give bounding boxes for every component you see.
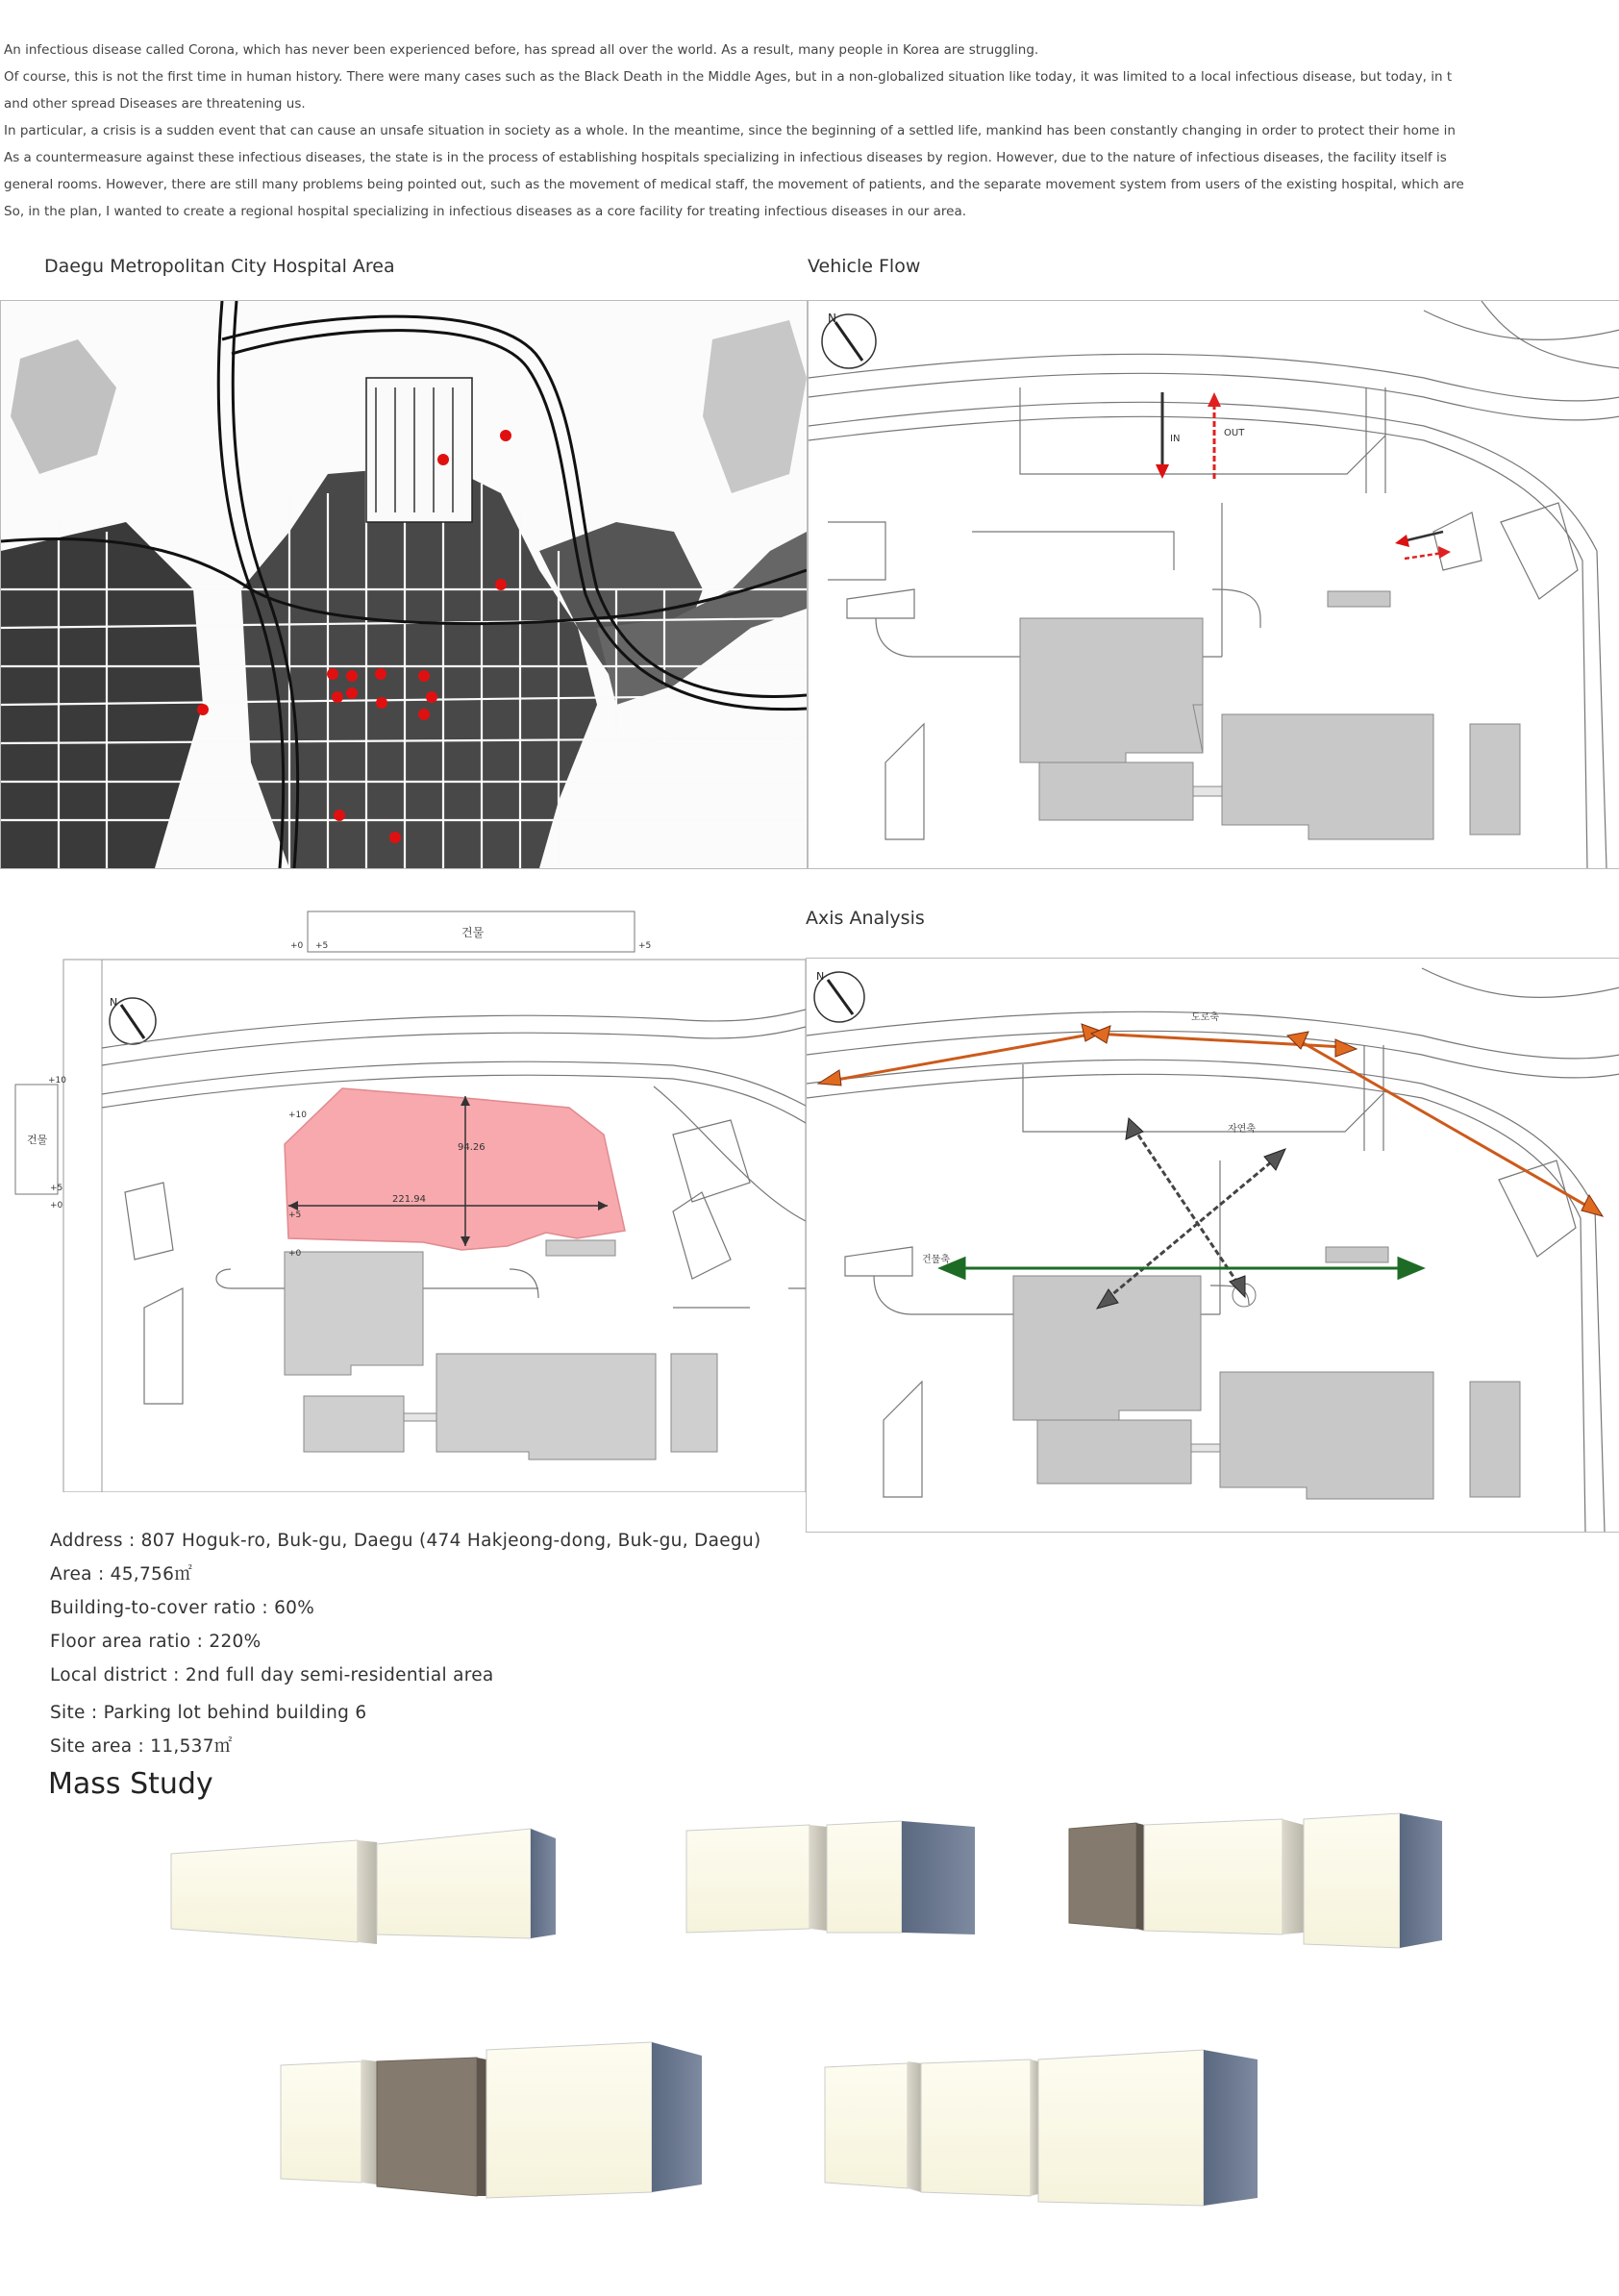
city-hospital-map <box>0 300 808 869</box>
mass-model-5 <box>825 2050 1258 2206</box>
top-building-box <box>290 911 651 952</box>
mass-model-4 <box>281 2042 702 2198</box>
campus-block <box>366 378 472 522</box>
intro-line: Of course, this is not the first time in human history. There were many cases such as the Black Death in the Middle Ages, but in a non-globalized situation like today, it was limited to a local infectious disease, but today, in t <box>4 69 1453 85</box>
level-label: +5 <box>315 941 329 951</box>
mass-model-2 <box>686 1821 975 1934</box>
level-label: +0 <box>288 1249 302 1259</box>
axis-analysis-caption: Axis Analysis <box>806 908 925 929</box>
site-info <box>50 1524 761 1763</box>
left-building-label: 건물 <box>27 1134 48 1146</box>
level-label: +0 <box>290 941 304 951</box>
site-line: Site : Parking lot behind building 6 <box>50 1703 367 1723</box>
floor-area-line: Floor area ratio : 220% <box>50 1632 262 1652</box>
site-area <box>285 1088 625 1259</box>
intro-line: In particular, a crisis is a sudden event that can cause an unsafe situation in society as a whole. In the meantime, since the beginning of a settled life, mankind has been constantly changing in order to protect their home in <box>4 123 1456 138</box>
svg-text:N: N <box>828 312 836 325</box>
site-area-line: Site area : 11,537㎡ <box>50 1736 233 1757</box>
site-plan <box>0 904 806 1492</box>
address-line: Address : 807 Hoguk-ro, Buk-gu, Daegu (474 Hakjeong-dong, Buk-gu, Daegu) <box>50 1531 761 1551</box>
nature-axis-label: 자연축 <box>1228 1124 1256 1135</box>
area-line: Area : 45,756㎡ <box>50 1564 192 1585</box>
axis-analysis-map <box>806 958 1619 1533</box>
intro-line: An infectious disease called Corona, which has never been experienced before, has spread all over the world. As a result, many people in Korea are struggling. <box>4 42 1039 58</box>
site-width-dimension: 221.94 <box>392 1194 426 1205</box>
coverage-line: Building-to-cover ratio : 60% <box>50 1598 315 1618</box>
left-building-box <box>15 1076 66 1210</box>
building-axis-label: 건물축 <box>922 1255 950 1265</box>
vehicle-flow-map <box>808 300 1619 869</box>
intro-line: So, in the plan, I wanted to create a regional hospital specializing in infectious diseases as a core facility for treating infectious diseases in our area. <box>4 204 967 219</box>
mass-study-title: Mass Study <box>48 1767 213 1801</box>
intro-line: and other spread Diseases are threatening us. <box>4 96 306 112</box>
mass-model-1 <box>171 1829 556 1944</box>
level-label: +0 <box>50 1201 63 1210</box>
vehicle-flow-caption: Vehicle Flow <box>808 256 921 277</box>
intro-text <box>4 37 1619 225</box>
svg-text:N: N <box>816 970 825 983</box>
level-label: +10 <box>48 1076 66 1086</box>
top-building-label: 건물 <box>461 926 485 939</box>
district-line: Local district : 2nd full day semi-residential area <box>50 1665 494 1685</box>
out-label: OUT <box>1224 428 1245 438</box>
svg-text:N: N <box>110 996 118 1009</box>
mass-study-models <box>0 1808 1619 2292</box>
level-label: +5 <box>50 1184 63 1193</box>
intro-line: general rooms. However, there are still many problems being pointed out, such as the movement of medical staff, the movement of patients, and the separate movement system from users of the existing hospital, which are <box>4 177 1464 192</box>
level-label: +5 <box>638 941 652 951</box>
site-height-dimension: 94.26 <box>458 1142 486 1153</box>
mass-model-3 <box>1069 1813 1442 1948</box>
level-label: +10 <box>288 1111 307 1120</box>
hospital-area-caption: Daegu Metropolitan City Hospital Area <box>44 256 395 277</box>
in-label: IN <box>1170 434 1181 444</box>
intro-line: As a countermeasure against these infectious diseases, the state is in the process of establishing hospitals specializing in infectious diseases by region. However, due to the nature of infectious diseases, the facility itself is <box>4 150 1447 165</box>
road-axis-label: 도로축 <box>1191 1012 1219 1023</box>
level-label: +5 <box>288 1210 302 1220</box>
